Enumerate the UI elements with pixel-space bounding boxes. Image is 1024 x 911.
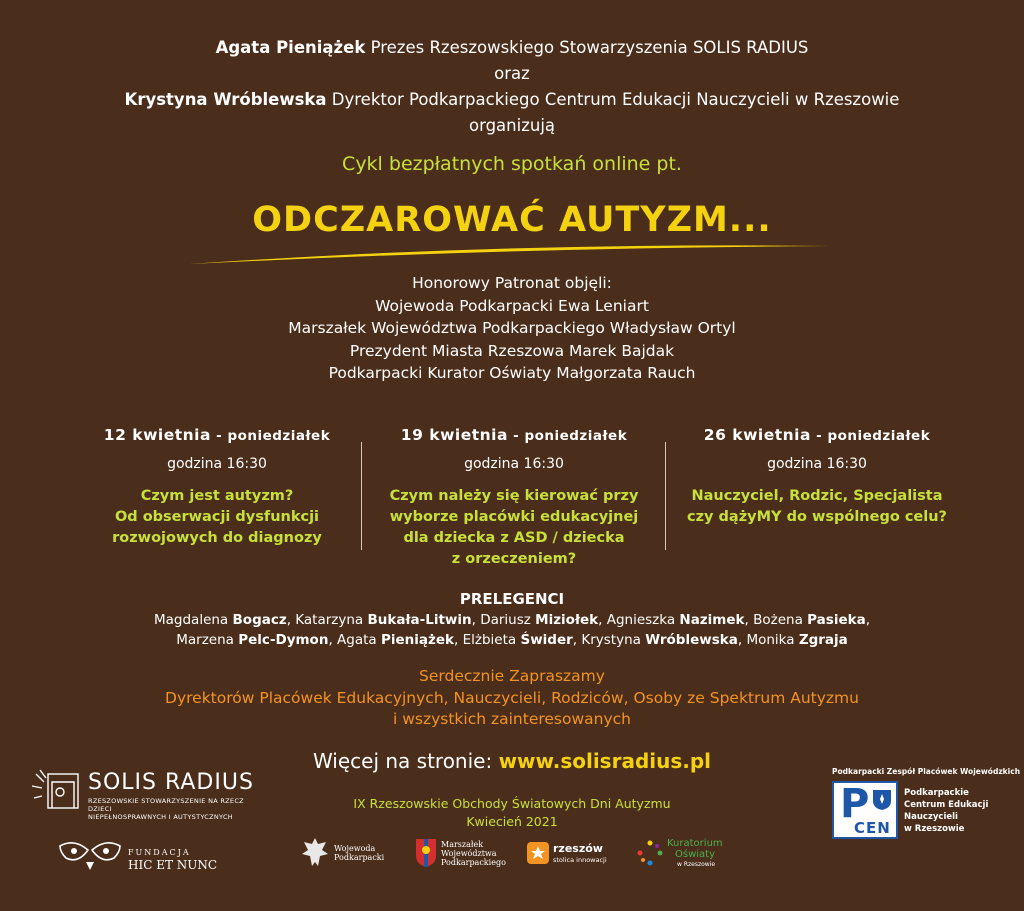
session-3	[667, 426, 967, 528]
session-1-topic-line: Czym jest autyzm?	[140, 488, 294, 504]
speaker-separator: ,	[744, 612, 754, 628]
patron-prezydent: Prezydent Miasta Rzeszowa Marek Bajdak	[349, 341, 675, 360]
session-divider	[361, 442, 362, 550]
pcen-letter-p: P	[840, 781, 870, 827]
pcen-text-line: Podkarpackie	[904, 788, 969, 798]
speaker-last-name: Pelc-Dymon	[238, 632, 329, 648]
connector-text: oraz	[494, 64, 530, 83]
speaker-separator: ,	[598, 612, 607, 628]
speaker-separator: ,	[286, 612, 296, 628]
session-2-topic-line: z orzeczeniem?	[451, 551, 577, 567]
patron-wojewoda: Wojewoda Podkarpacki Ewa Leniart	[375, 296, 649, 315]
session-2-topic-line: dla dziecka z ASD / dziecka	[403, 530, 625, 546]
pcen-text-line: Nauczycieli	[904, 812, 958, 822]
organizer2-name: Krystyna Wróblewska	[124, 90, 327, 109]
session-2-day: - poniedziałek	[507, 428, 628, 444]
organizer1-line	[0, 37, 1024, 59]
speaker-last-name: Wróblewska	[645, 632, 738, 648]
speaker-first-name: Elżbieta	[462, 632, 521, 648]
invitation-line: Serdecznie Zapraszamy	[419, 667, 605, 685]
marszalek-text-line: Marszałek	[441, 840, 484, 849]
session-2-topic-line: Czym należy się kierować przy	[389, 488, 639, 504]
series-subtitle: Cykl bezpłatnych spotkań online pt.	[342, 153, 682, 175]
solis-radius-logo	[30, 768, 260, 821]
session-1	[67, 426, 367, 549]
session-1-time: godzina 16:30	[167, 456, 267, 472]
marszalek-logo	[415, 836, 505, 872]
kuratorium-city: w Rzeszowie	[677, 861, 716, 868]
event-name: IX Rzeszowskie Obchody Światowych Dni Autyzmu	[353, 796, 671, 811]
website-link[interactable]: www.solisradius.pl	[498, 749, 712, 773]
speaker-separator: ,	[454, 632, 463, 648]
session-1-topic-line: Od obserwacji dysfunkcji	[114, 509, 320, 525]
speakers-line-1	[0, 610, 1024, 631]
speakers-line-2	[0, 630, 1024, 651]
organizer1-name: Agata Pieniążek	[215, 38, 366, 57]
speaker-first-name: Agata	[337, 632, 381, 648]
website-label: Więcej na stronie:	[312, 749, 499, 773]
organizer1-role: Prezes Rzeszowskiego Stowarzyszenia SOLIS RADIUS	[365, 38, 809, 57]
pcen-emblem	[832, 781, 898, 839]
speaker-separator: ,	[572, 632, 582, 648]
pcen-text-line: w Rzeszowie	[904, 824, 965, 834]
rzeszow-logo	[527, 840, 617, 870]
session-divider	[665, 442, 666, 550]
invitation-line: i wszystkich zainteresowanych	[392, 710, 632, 728]
pcen-letters-cen: CEN	[854, 819, 891, 837]
solis-title: SOLIS RADIUS	[88, 770, 254, 795]
solis-subtitle-line: NIEPEŁNOSPRAWNYCH I AUTYSTYCZNYCH	[88, 813, 233, 821]
session-1-day: - poniedziałek	[210, 428, 331, 444]
speaker-last-name: Pasieka	[807, 612, 866, 628]
session-1-topic	[67, 486, 367, 549]
pcen-shield-icon	[872, 789, 892, 811]
patron-kurator: Podkarpacki Kurator Oświaty Małgorzata Rauch	[328, 364, 696, 382]
event-date: Kwiecień 2021	[466, 814, 558, 829]
speaker-last-name: Zgraja	[798, 632, 848, 648]
rzeszow-tagline: stolica innowacji	[553, 856, 607, 864]
patron-marszalek: Marszałek Województwa Podkarpackiego Władysław Ortyl	[288, 319, 736, 337]
solis-subtitle-line: RZESZOWSKIE STOWARZYSZENIE NA RZECZ DZIECI	[88, 797, 244, 813]
kuratorium-logo	[637, 838, 737, 872]
marszalek-text	[441, 840, 506, 867]
speaker-first-name: Agnieszka	[606, 612, 680, 628]
main-title: ODCZAROWAĆ AUTYZM...	[252, 200, 772, 240]
marszalek-text-line: Podkarpackiego	[441, 858, 506, 867]
invitation-block	[0, 666, 1024, 731]
speaker-last-name: Nazimek	[679, 612, 745, 628]
patronage-heading: Honorowy Patronat objęli:	[412, 274, 612, 292]
kuratorium-oswiaty: Oświaty	[675, 849, 716, 860]
speaker-last-name: Bogacz	[232, 612, 287, 628]
organizer2-line	[0, 89, 1024, 111]
speaker-last-name: Bukała-Litwin	[367, 612, 472, 628]
organize-verb: organizują	[468, 116, 556, 135]
wojewoda-text	[334, 844, 384, 862]
hic-name: HIC ET NUNC	[128, 858, 218, 872]
hic-foundation-label: FUNDACJA	[128, 848, 191, 857]
speaker-first-name: Marzena	[176, 632, 239, 648]
organizer2-role: Dyrektor Podkarpackiego Centrum Edukacji Nauczycieli w Rzeszowie	[326, 90, 900, 109]
kuratorium-dots-icon	[637, 840, 663, 866]
speaker-separator: ,	[328, 632, 338, 648]
session-3-time: godzina 16:30	[767, 456, 867, 472]
session-1-date: 12 kwietnia	[103, 426, 211, 444]
session-2-topic	[364, 486, 664, 570]
speaker-first-name: Krystyna	[581, 632, 646, 648]
solis-subtitle	[88, 797, 260, 821]
speaker-first-name: Katarzyna	[295, 612, 368, 628]
session-2-topic-line: wyborze placówki edukacyjnej	[389, 509, 639, 525]
session-2-time: godzina 16:30	[464, 456, 564, 472]
session-3-topic-line: Nauczyciel, Rodzic, Specjalista	[691, 488, 943, 504]
speaker-last-name: Pieniążek	[380, 632, 455, 648]
session-3-topic	[667, 486, 967, 528]
wojewoda-text-line: Wojewoda	[334, 844, 376, 853]
hic-et-nunc-logo	[58, 838, 218, 878]
speaker-separator: ,	[471, 612, 481, 628]
speaker-first-name: Bożena	[753, 612, 808, 628]
pcen-text	[904, 787, 988, 835]
patronage-block	[0, 272, 1024, 385]
session-3-date: 26 kwietnia	[703, 426, 811, 444]
session-2-date: 19 kwietnia	[400, 426, 508, 444]
session-2	[364, 426, 664, 570]
speaker-first-name: Monika	[746, 632, 799, 648]
session-1-date-line	[67, 426, 367, 444]
speaker-separator: ,	[865, 612, 870, 628]
pcen-header: Podkarpacki Zespół Placówek Wojewódzkich	[832, 767, 1021, 776]
pcen-text-line: Centrum Edukacji	[904, 800, 989, 810]
wojewoda-logo	[300, 836, 390, 872]
speaker-first-name: Magdalena	[153, 612, 233, 628]
marszalek-text-line: Województwa	[441, 849, 497, 858]
session-3-topic-line: czy dążyMY do wspólnego celu?	[687, 509, 947, 525]
speaker-separator: ,	[737, 632, 747, 648]
solis-sun-icon	[30, 768, 82, 812]
session-3-date-line	[667, 426, 967, 444]
speaker-last-name: Miziołek	[535, 612, 599, 628]
owl-eyes-icon	[58, 838, 122, 874]
speaker-last-name: Świder	[520, 632, 573, 648]
session-1-topic-line: rozwojowych do diagnozy	[112, 530, 322, 546]
rzeszow-flower-icon	[527, 842, 549, 864]
speaker-first-name: Dariusz	[480, 612, 536, 628]
rzeszow-name: rzeszów	[553, 842, 603, 855]
kuratorium-name: Kuratorium	[667, 838, 723, 849]
speakers-heading: PRELEGENCI	[459, 590, 565, 608]
pcen-logo	[832, 767, 1021, 847]
wojewoda-text-line: Podkarpacki	[334, 853, 385, 862]
regional-coat-of-arms-icon	[415, 838, 437, 868]
eagle-emblem-icon	[300, 836, 330, 870]
session-2-date-line	[364, 426, 664, 444]
title-underline-swoosh	[190, 244, 830, 266]
invitation-line: Dyrektorów Placówek Edukacyjnych, Nauczycieli, Rodziców, Osoby ze Spektrum Autyzmu	[165, 688, 859, 707]
session-3-day: - poniedziałek	[810, 428, 931, 444]
